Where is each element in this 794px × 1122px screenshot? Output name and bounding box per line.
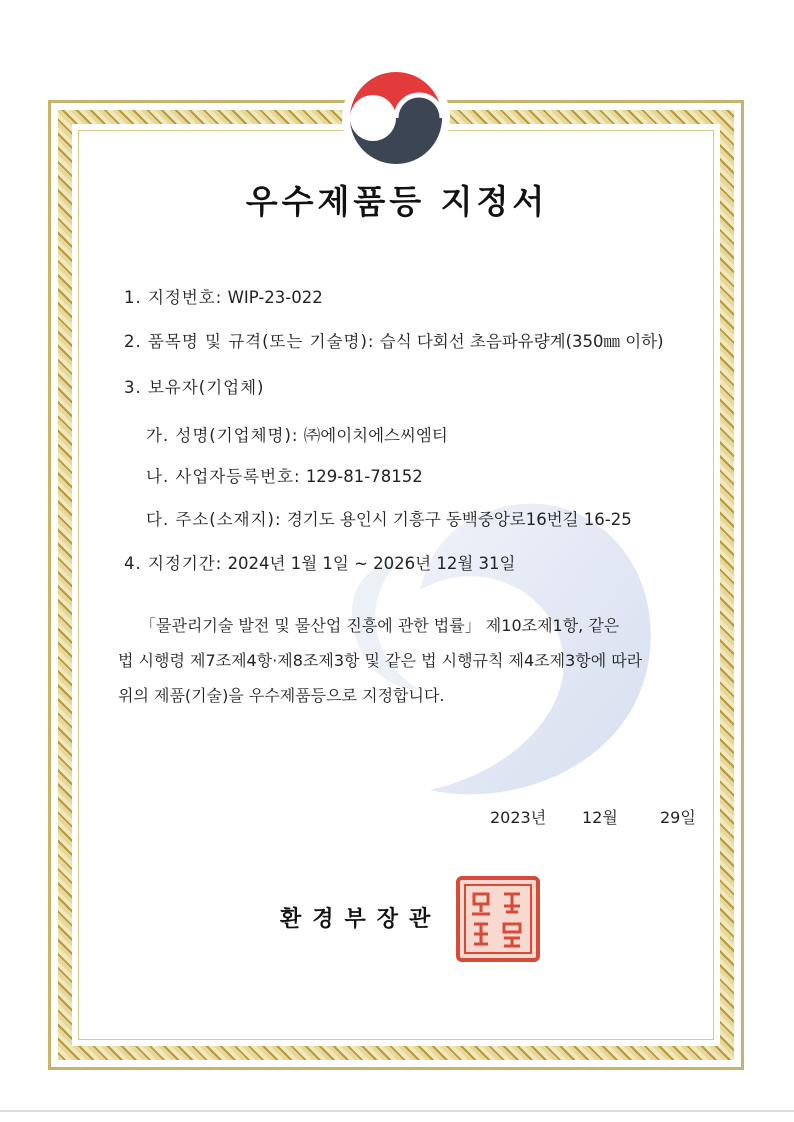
business-registration-number: 나. 사업자등록번호: 129-81-78152 [146, 467, 423, 486]
paragraph-line-2: 법 시행령 제7조제4항·제8조제3항 및 같은 법 시행규칙 제4조제3항에 따라 [118, 651, 643, 670]
paragraph-line-1: 「물관리기술 발전 및 물산업 진흥에 관한 법률」 제10조제1항, 같은 [140, 616, 620, 635]
government-emblem-icon [340, 62, 452, 174]
issuer-name: 환경부장관 [280, 907, 442, 932]
company-address: 다. 주소(소재지): 경기도 용인시 기흥구 동백중앙로16번길 16-25 [146, 510, 632, 529]
issue-month: 12월 [582, 808, 618, 827]
page-bottom-rule [0, 1110, 794, 1112]
issue-year: 2023년 [490, 808, 547, 827]
paragraph-line-3: 위의 제품(기술)을 우수제품등으로 지정합니다. [118, 686, 445, 705]
official-seal-icon [456, 876, 540, 962]
holder-heading: 3. 보유자(기업체) [124, 378, 265, 397]
issue-day: 29일 [660, 808, 696, 827]
designation-period: 4. 지정기간: 2024년 1월 1일 ~ 2026년 12월 31일 [124, 554, 516, 573]
designation-number: 1. 지정번호: WIP-23-022 [124, 288, 323, 307]
legal-basis-paragraph [118, 608, 708, 713]
product-name-spec: 2. 품목명 및 규격(또는 기술명): 습식 다회선 초음파유량계(350㎜ 이하) [124, 332, 664, 351]
document-title: 우수제품등 지정서 [245, 182, 549, 221]
company-name: 가. 성명(기업체명): ㈜에이치에스씨엠티 [146, 426, 448, 445]
